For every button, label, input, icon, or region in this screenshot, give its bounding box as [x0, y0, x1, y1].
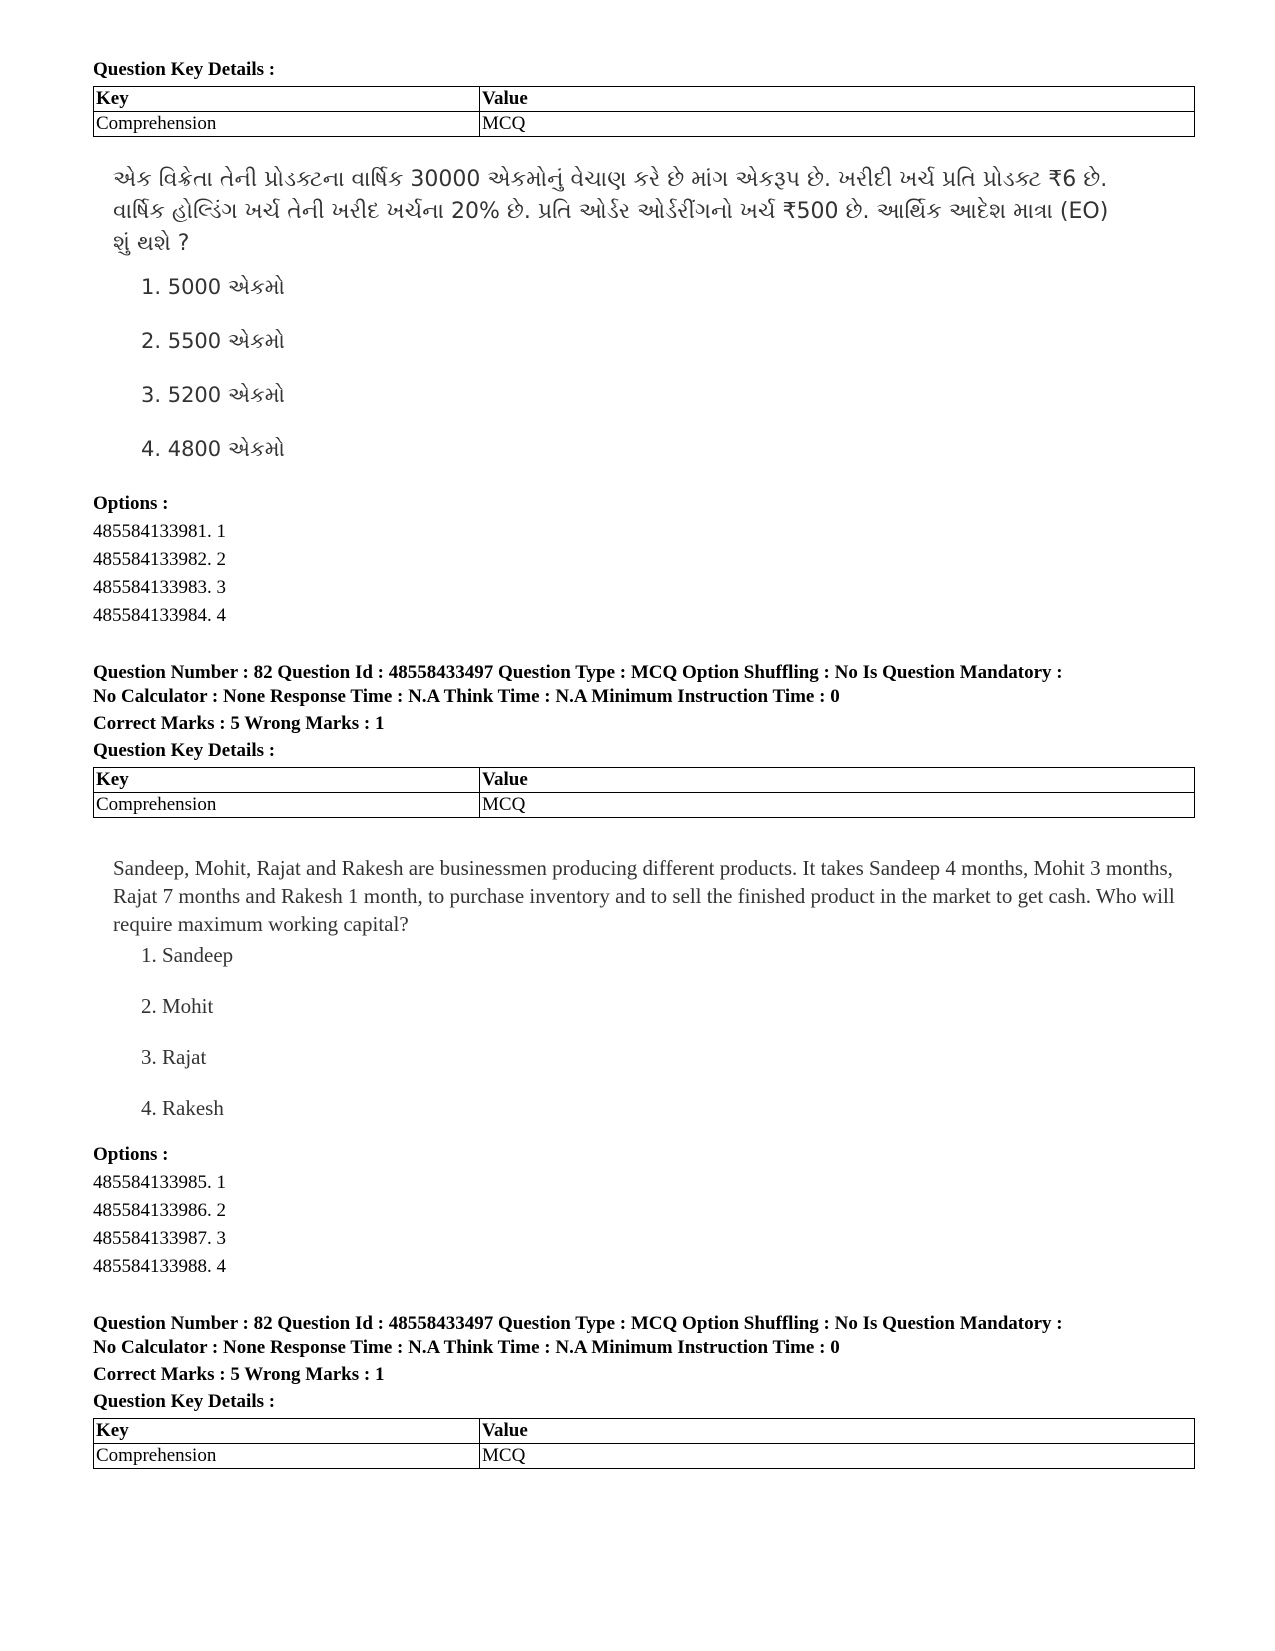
option-item: 485584133982. 2	[93, 549, 226, 570]
key-details-heading: Question Key Details :	[93, 59, 276, 80]
choices-2	[93, 940, 233, 1123]
question-block-1	[93, 58, 1195, 137]
question-text-english: Sandeep, Mohit, Rajat and Rakesh are businessmen producing different products. It takes Sandeep 4 months, Mohit 3 months, Rajat 7 months and Rakesh 1 month, to purchase inventory and to sell the finished product in the market to get cash. Who will require maximum working capital?	[113, 856, 1175, 936]
choice-item: 4. Rakesh	[141, 1096, 224, 1120]
options-section-2	[93, 1141, 226, 1281]
table-row	[94, 112, 1195, 137]
key-details-table	[93, 767, 1195, 818]
choice-item: 1. 5000 એકમો	[141, 275, 285, 299]
header-value: Value	[480, 1419, 1195, 1444]
options-heading: Options :	[93, 1144, 169, 1165]
question-meta-line-1: Question Number : 82 Question Id : 48558433497 Question Type : MCQ Option Shuffling : No Is Question Mandatory :	[93, 1313, 1063, 1334]
cell-value: MCQ	[480, 793, 1195, 818]
choice-item: 4. 4800 એકમો	[141, 437, 285, 461]
option-item: 485584133981. 1	[93, 521, 226, 542]
choice-item: 2. Mohit	[141, 994, 214, 1018]
table-header-row	[94, 1419, 1195, 1444]
header-key: Key	[94, 768, 480, 793]
option-item: 485584133988. 4	[93, 1256, 226, 1277]
header-key: Key	[94, 87, 480, 112]
question-block-3	[93, 1312, 1203, 1469]
options-heading: Options :	[93, 493, 169, 514]
header-value: Value	[480, 87, 1195, 112]
choice-item: 3. Rajat	[141, 1045, 207, 1069]
choice-item: 3. 5200 એકમો	[141, 383, 285, 407]
cell-value: MCQ	[480, 112, 1195, 137]
choices-1	[93, 272, 285, 464]
option-item: 485584133984. 4	[93, 605, 226, 626]
key-details-heading: Question Key Details :	[93, 1391, 276, 1412]
options-list	[93, 518, 226, 630]
question-meta-line-2: No Calculator : None Response Time : N.A Think Time : N.A Minimum Instruction Time : 0	[93, 1337, 840, 1358]
options-list	[93, 1169, 226, 1281]
header-value: Value	[480, 768, 1195, 793]
cell-key: Comprehension	[94, 793, 480, 818]
key-details-table	[93, 1418, 1195, 1469]
option-item: 485584133985. 1	[93, 1172, 226, 1193]
key-details-table	[93, 86, 1195, 137]
options-section-1	[93, 490, 226, 630]
question-meta-line-2: No Calculator : None Response Time : N.A Think Time : N.A Minimum Instruction Time : 0	[93, 686, 840, 707]
question-text-gujarati: એક વિક્રેતા તેની પ્રોડક્ટના વાર્ષિક 30000 એકમોનું વેચાણ કરે છે માંગ એકરૂપ છે. ખરીદી ખર્ચ પ્રતિ પ્રોડક્ટ ₹6 છે. વાર્ષિક હોલ્ડિંગ ખર્ચ તેની ખરીદ ખર્ચના 20% છે. પ્રતિ ઓર્ડર ઓર્ડરીંગનો ખર્ચ ₹500 છે. આર્થિક આદેશ માત્રા (EO) શું થશે ?	[113, 167, 1109, 256]
table-row	[94, 793, 1195, 818]
marks-line: Correct Marks : 5 Wrong Marks : 1	[93, 1364, 385, 1385]
marks-line: Correct Marks : 5 Wrong Marks : 1	[93, 713, 385, 734]
table-row	[94, 1444, 1195, 1469]
cell-key: Comprehension	[94, 112, 480, 137]
cell-value: MCQ	[480, 1444, 1195, 1469]
table-header-row	[94, 87, 1195, 112]
header-key: Key	[94, 1419, 480, 1444]
table-header-row	[94, 768, 1195, 793]
option-item: 485584133987. 3	[93, 1228, 226, 1249]
option-item: 485584133983. 3	[93, 577, 226, 598]
choice-item: 2. 5500 એકમો	[141, 329, 285, 353]
question-meta-line-1: Question Number : 82 Question Id : 48558433497 Question Type : MCQ Option Shuffling : No Is Question Mandatory :	[93, 662, 1063, 683]
question-block-2	[93, 661, 1203, 818]
option-item: 485584133986. 2	[93, 1200, 226, 1221]
choice-item: 1. Sandeep	[141, 943, 234, 967]
cell-key: Comprehension	[94, 1444, 480, 1469]
key-details-heading: Question Key Details :	[93, 740, 276, 761]
